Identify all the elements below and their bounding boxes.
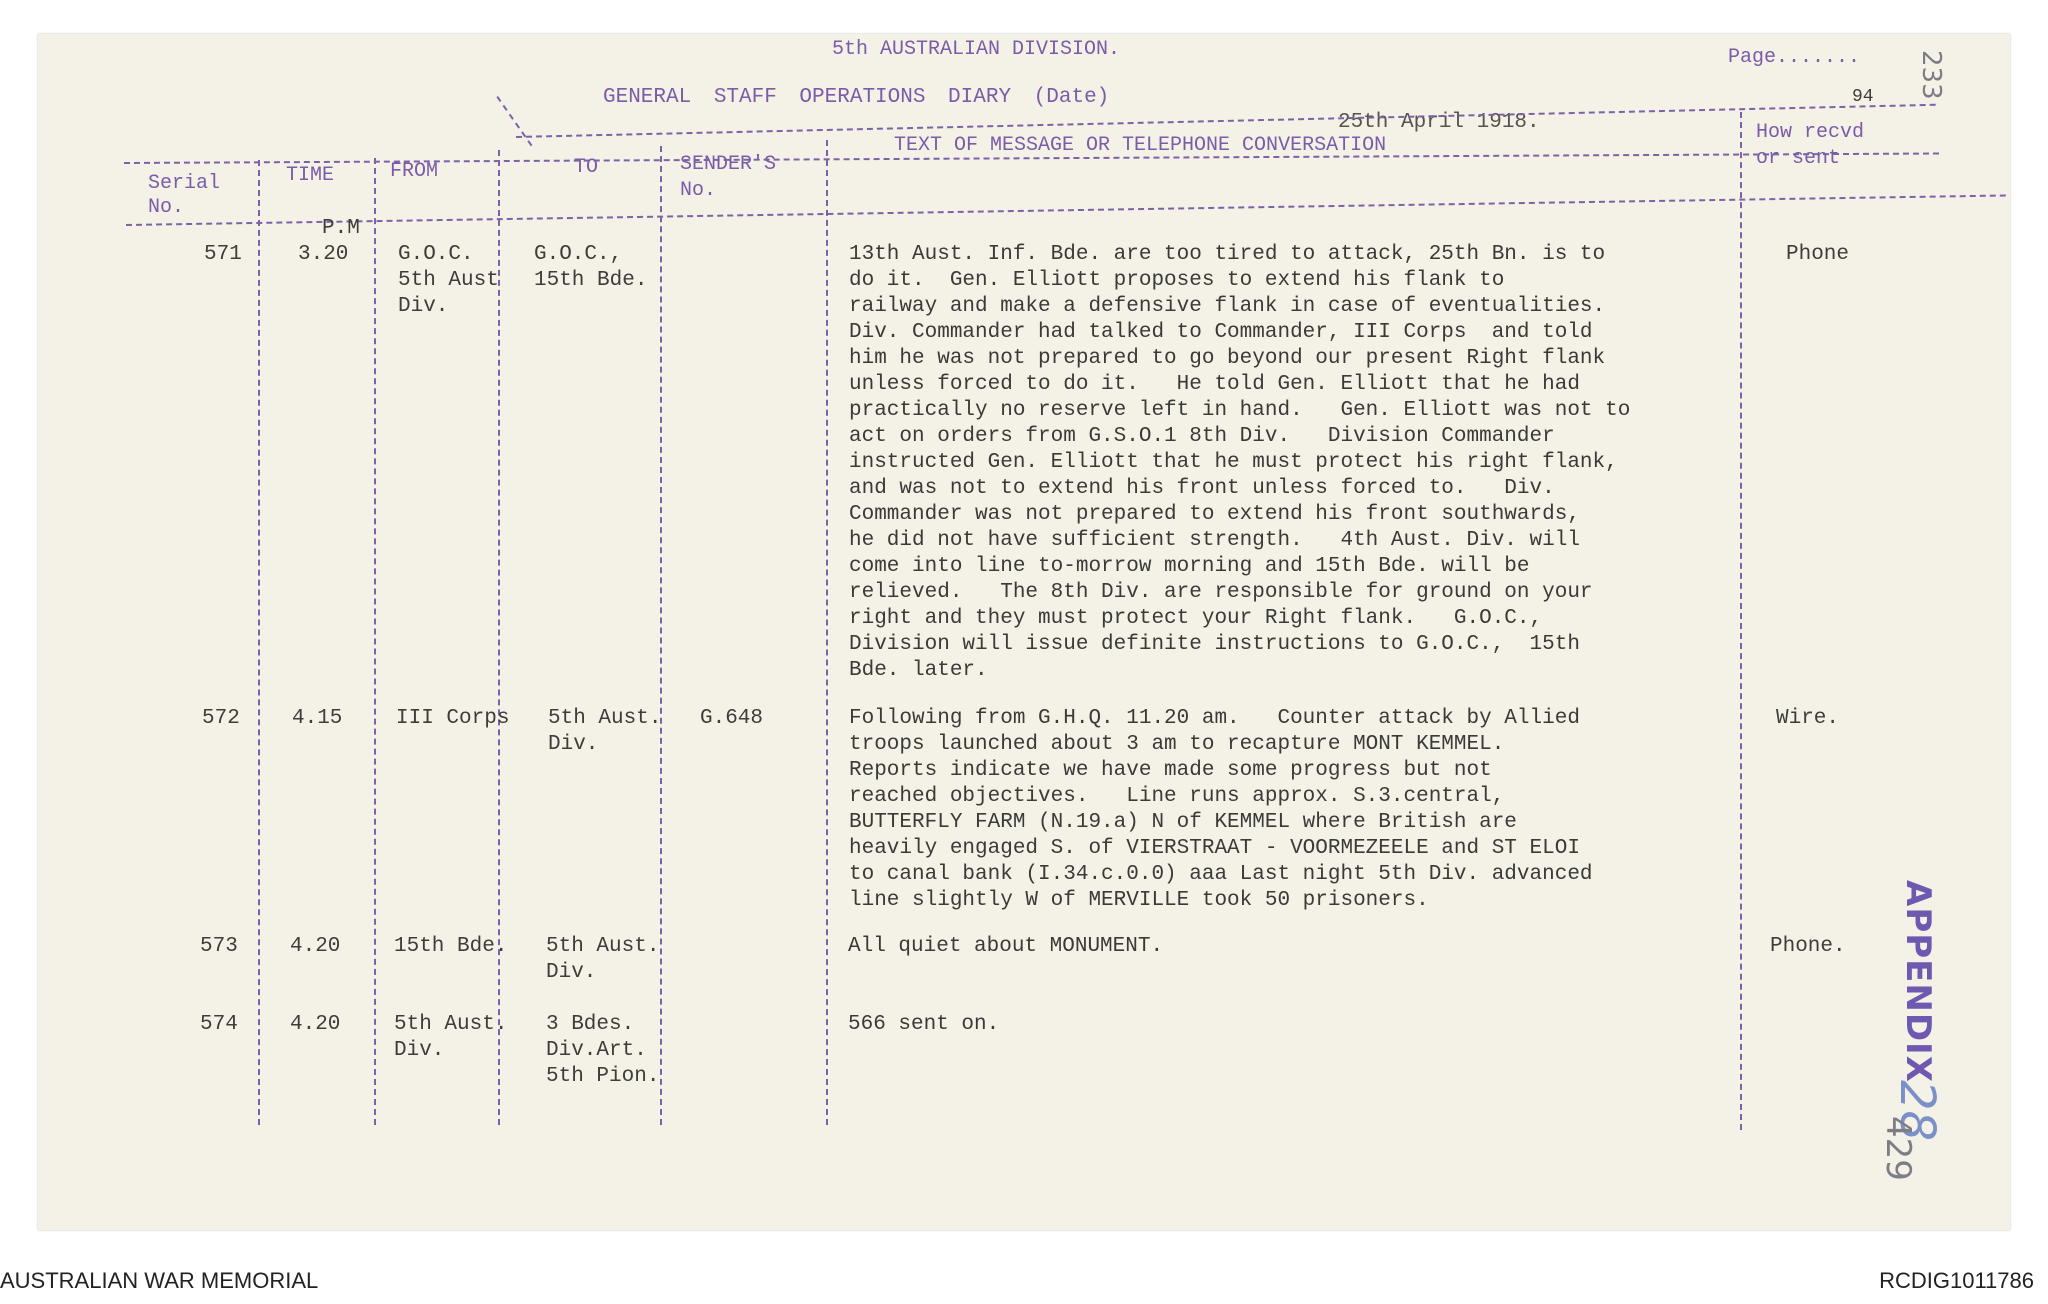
diary-heading: GENERAL STAFF OPERATIONS DIARY (Date) [603,86,1110,109]
entry-text: 566 sent on. [848,1013,1000,1036]
col-from: FROM [390,160,439,183]
entry-from: 15th Bde. [394,935,508,958]
entry-time: 3.20 [298,243,349,266]
col-sender: SENDER'S No. [680,153,777,202]
appendix-stamp: APPENDIX [1898,880,1938,1083]
entry-how: Phone [1786,243,1850,266]
date-value: 25th April 1918. [1338,111,1540,134]
entry-serial: 572 [202,707,240,730]
col-how: How recvd or sent [1756,121,1865,170]
entry-time: 4.20 [290,935,341,958]
divider-time-from [374,158,376,1125]
entry-how: Phone. [1770,935,1846,958]
divider-text-how [1740,112,1742,1130]
entry-from: 5th Aust. Div. [394,1013,508,1062]
divider-sender-text [826,140,828,1125]
footer-left: AUSTRALIAN WAR MEMORIAL [0,1268,319,1293]
page-label: Page....... [1728,46,1861,69]
entry-text: Following from G.H.Q. 11.20 am. Counter attack by Allied troops launched about 3 am to recapture MONT KEMMEL. Reports indicate we have made some progress but not reached objectives. Line runs approx. S.3.central, BUTTERFLY FARM (N.19.a) N of KEMMEL where British are heavily engaged S. of VIERSTRAAT - VOORMEZEELE and ST ELOI to canal bank (I.34.c.0.0) aaa Last night 5th Div. advanced line slightly W of MERVILLE took 50 prisoners. [849,707,1593,912]
entry-text: 13th Aust. Inf. Bde. are too tired to attack, 25th Bn. is to do it. Gen. Elliott proposes to extend his flank to railway and make a defensive flank in case of eventualities. Div. Commander had talked to Commander, III Corps and told him he was not prepared to go beyond our present Right flank unless forced to do it. He told Gen. Elliott that he had practically no reserve left in hand. Gen. Elliott was not to act on orders from G.S.O.1 8th Div. Division Commander instructed Gen. Elliott that he must protect his right flank, and was not to extend his front unless forced to. Div. Commander was not prepared to extend his front southwards, he did not have sufficient strength. 4th Aust. Div. will come into line to-morrow morning and 15th Bde. will be relieved. The 8th Div. are responsible for ground on your right and they must protect your Right flank. G.O.C., Division will issue definite instructions to G.O.C., 15th Bde. later. [849,243,1631,682]
entry-time: 4.20 [290,1013,341,1036]
entry-serial: 573 [200,935,238,958]
pencil-folio: 429 [1878,1116,1918,1181]
col-time: TIME [286,164,335,187]
appendix-number: 28 [1889,1080,1945,1142]
divider-serial-time [258,160,260,1125]
entry-to: 5th Aust. Div. [548,707,662,756]
entry-how: Wire. [1776,707,1840,730]
entry-to: 3 Bdes. Div.Art. 5th Pion. [546,1013,660,1088]
entry-from: G.O.C. 5th Aust Div. [398,243,499,318]
entry-time: 4.15 [292,707,343,730]
entry-serial: 571 [204,243,242,266]
entry-to: 5th Aust. Div. [546,935,660,984]
division-heading: 5th AUSTRALIAN DIVISION. [832,38,1121,61]
page-number: 94 [1852,87,1874,107]
entry-sender-no: G.648 [700,707,764,730]
footer-right: RCDIG1011786 [1879,1268,2034,1293]
time-period: P.M [322,217,360,240]
col-text: TEXT OF MESSAGE OR TELEPHONE CONVERSATION [894,134,1387,157]
entry-from: III Corps [396,707,510,730]
col-serial: Serial No. [148,172,221,219]
col-to: TO [574,156,599,179]
divider-to-sender [660,146,662,1125]
entry-text: All quiet about MONUMENT. [848,935,1164,958]
entry-to: G.O.C., 15th Bde. [534,243,648,292]
entry-serial: 574 [200,1013,238,1036]
corner-pencil-number: 233 [1916,50,1946,100]
